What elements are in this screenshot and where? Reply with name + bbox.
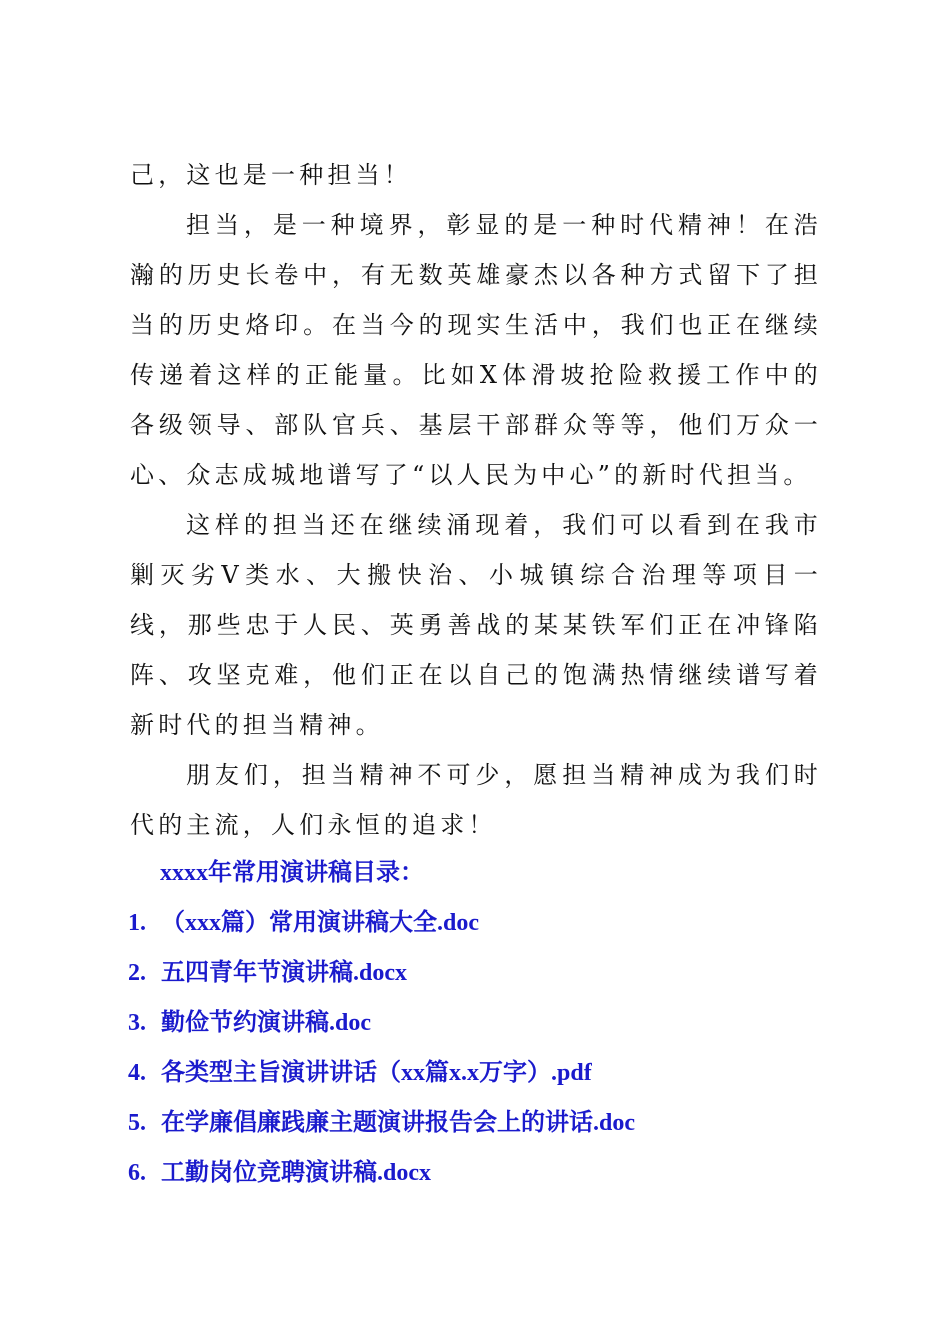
toc-item-number: 1.: [128, 910, 146, 936]
toc-item-2[interactable]: [128, 948, 848, 998]
toc-item-label[interactable]: 在学廉倡廉践廉主题演讲报告会上的讲话.doc: [161, 1110, 635, 1136]
toc-item-3[interactable]: [128, 998, 848, 1048]
toc-item-number: 6.: [128, 1160, 146, 1186]
toc-item-label[interactable]: 工勤岗位竞聘演讲稿.docx: [161, 1160, 431, 1186]
toc-item-number: 2.: [128, 960, 146, 986]
document-body: [130, 150, 822, 850]
toc-item-6[interactable]: [128, 1148, 848, 1198]
toc-item-label[interactable]: 勤俭节约演讲稿.doc: [161, 1010, 371, 1036]
toc-item-number: 3.: [128, 1010, 146, 1036]
toc-item-5[interactable]: [128, 1098, 848, 1148]
paragraph-responsibility-realm: 担当，是一种境界，彰显的是一种时代精神！在浩瀚的历史长卷中，有无数英雄豪杰以各种方式留下了担当的历史烙印。在当今的现实生活中，我们也正在继续传递着这样的正能量。比如X体滑坡抢险救援工作中的各级领导、部队官兵、基层干部群众等等，他们万众一心、众志成城地谱写了“以人民为中心”的新时代担当。: [130, 211, 822, 489]
paragraph-closing: 朋友们，担当精神不可少，愿担当精神成为我们时代的主流，人们永恒的追求！: [130, 761, 822, 839]
toc-list: [128, 898, 848, 1198]
toc-title: xxxx年常用演讲稿目录：: [160, 860, 424, 886]
toc-item-number: 5.: [128, 1110, 146, 1136]
toc-item-label[interactable]: （xxx篇）常用演讲稿大全.doc: [161, 910, 479, 936]
toc-item-1[interactable]: [128, 898, 848, 948]
toc-item-label[interactable]: 各类型主旨演讲讲话（xx篇x.x万字）.pdf: [161, 1060, 592, 1086]
table-of-contents: [128, 848, 848, 1198]
paragraph-responsibility-continues: 这样的担当还在继续涌现着，我们可以看到在我市剿灭劣V类水、大搬快治、小城镇综合治理等项目一线，那些忠于人民、英勇善战的某某铁军们正在冲锋陷阵、攻坚克难，他们正在以自己的饱满热情继续谱写着新时代的担当精神。: [130, 511, 822, 739]
toc-item-label[interactable]: 五四青年节演讲稿.docx: [161, 960, 407, 986]
toc-item-number: 4.: [128, 1060, 146, 1086]
toc-item-4[interactable]: [128, 1048, 848, 1098]
paragraph-continuation: 己，这也是一种担当！: [130, 161, 412, 189]
